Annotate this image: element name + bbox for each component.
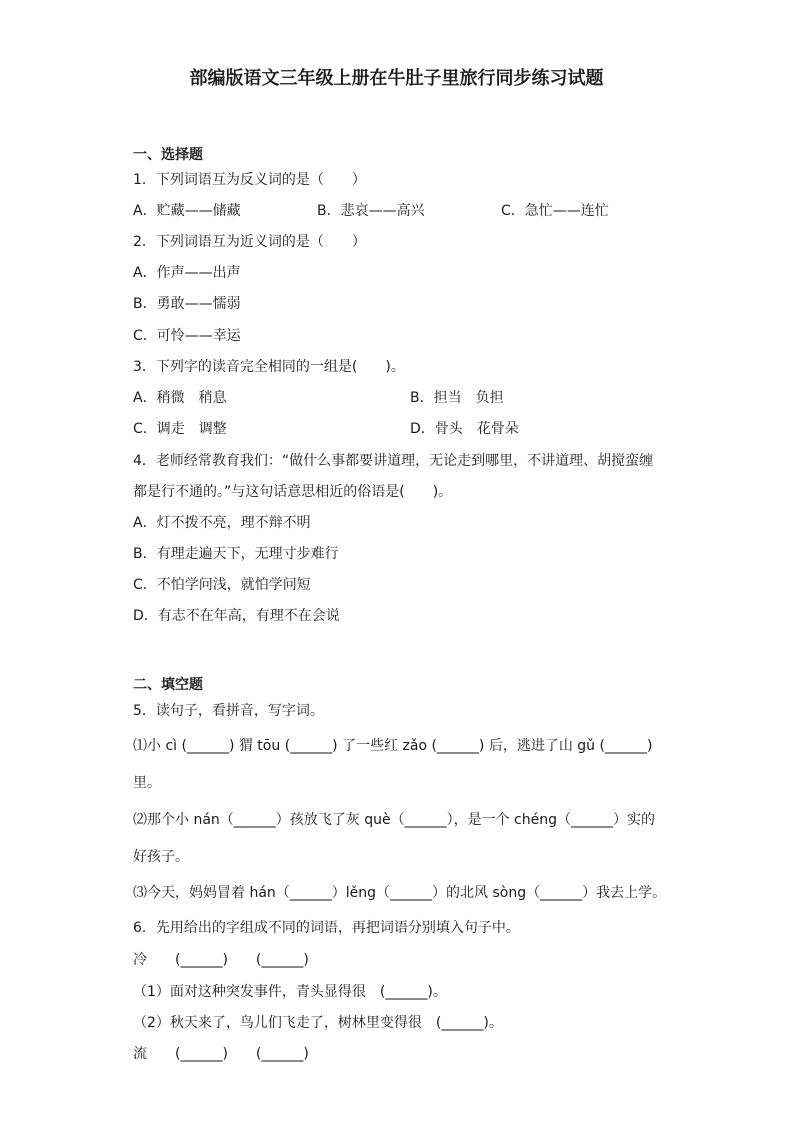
question-1-stem: 1．下列词语互为反义词的是（ ） xyxy=(133,172,366,188)
question-3-stem: 3．下列字的读音完全相同的一组是( )。 xyxy=(133,359,405,375)
q2-option-b: B．勇敢——懦弱 xyxy=(133,296,241,312)
q5-sentence-1-line2: 里。 xyxy=(133,775,161,791)
q6-char-liu-line: 流 (______) (______) xyxy=(133,1046,309,1062)
q4-option-c: C．不怕学问浅，就怕学问短 xyxy=(133,577,311,593)
section-heading-choice: 一、选择题 xyxy=(133,147,203,163)
question-6-stem: 6．先用给出的字组成不同的词语，再把词语分别填入句子中。 xyxy=(133,920,520,936)
question-4-stem-line1: 4．老师经常教育我们：“做什么事都要讲道理，无论走到哪里，不讲道理、胡搅蛮缠 xyxy=(133,453,654,469)
q1-option-b: B．悲哀——高兴 xyxy=(317,203,425,219)
q6-subquestion-1: （1）面对这种突发事件，青头显得很 (______)。 xyxy=(133,984,447,1000)
q5-sentence-2-line1: ⑵那个小 nán（______）孩放飞了灰 què（______），是一个 chéng（______）实的 xyxy=(133,812,655,828)
q5-sentence-1-line1: ⑴小 cì (______) 猬 tōu (______) 了一些红 zǎo (______) 后，逃进了山 gǔ (______) xyxy=(133,738,653,754)
q4-option-a: A．灯不拨不亮，理不辩不明 xyxy=(133,515,311,531)
q3-option-c: C．调走 调整 xyxy=(133,421,227,437)
q5-sentence-2-line2: 好孩子。 xyxy=(133,849,189,865)
q6-char-leng-line: 冷 (______) (______) xyxy=(133,952,309,968)
q2-option-a: A．作声——出声 xyxy=(133,265,241,281)
q1-option-a: A．贮藏——储藏 xyxy=(133,203,241,219)
q6-subquestion-2: （2）秋天来了，鸟儿们飞走了，树林里变得很 (______)。 xyxy=(133,1015,503,1031)
question-4-stem-line2: 都是行不通的。”与这句话意思相近的俗语是( )。 xyxy=(133,484,453,500)
q4-option-d: D．有志不在年高，有理不在会说 xyxy=(133,608,340,624)
question-2-stem: 2．下列词语互为近义词的是（ ） xyxy=(133,234,366,250)
q3-option-d: D．骨头 花骨朵 xyxy=(410,421,519,437)
q2-option-c: C．可怜——幸运 xyxy=(133,328,241,344)
question-5-stem: 5．读句子，看拼音，写字词。 xyxy=(133,703,324,719)
page-title: 部编版语文三年级上册在牛肚子里旅行同步练习试题 xyxy=(189,68,604,89)
q3-option-a: A．稍微 稍息 xyxy=(133,390,227,406)
q4-option-b: B．有理走遍天下，无理寸步难行 xyxy=(133,546,339,562)
q3-option-b: B．担当 负担 xyxy=(410,390,504,406)
q5-sentence-3-line1: ⑶今天，妈妈冒着 hán（______）lěng（______）的北风 sòng（______）我去上学。 xyxy=(133,885,667,901)
q1-option-c: C．急忙——连忙 xyxy=(501,203,609,219)
section-heading-fill: 二、填空题 xyxy=(133,677,203,693)
